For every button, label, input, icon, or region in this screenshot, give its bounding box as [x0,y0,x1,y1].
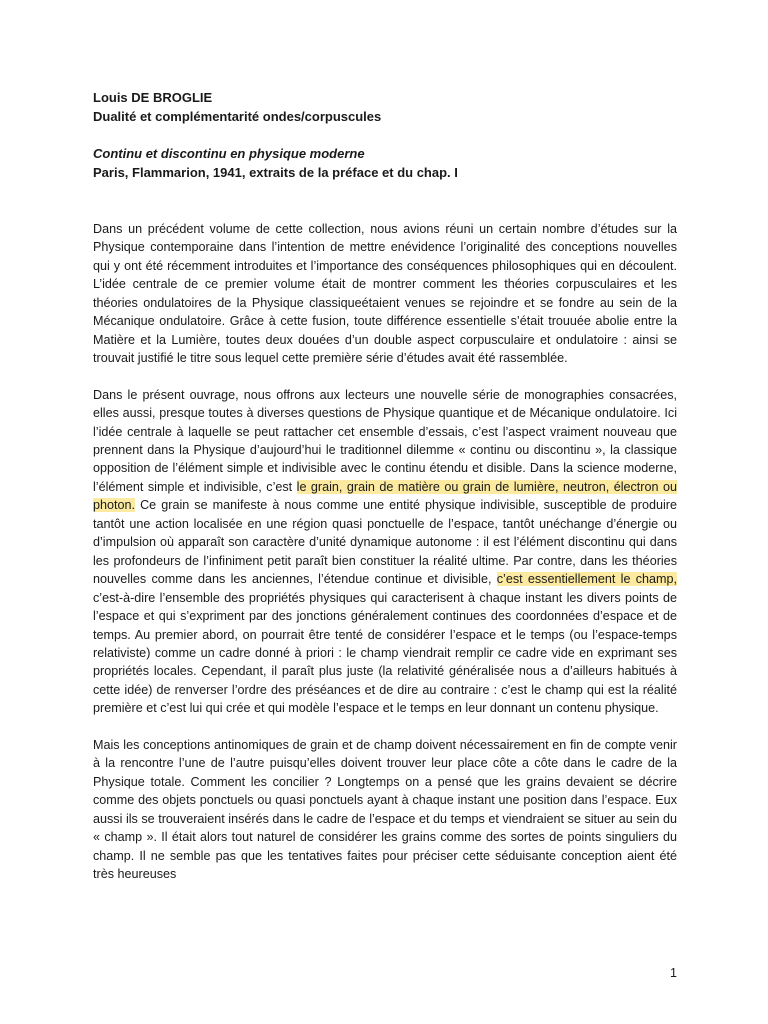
paragraph-2-part-3: c’est-à-dire l’ensemble des propriétés physiques qui caracterisent à chaque instant les divers points de l’espace et qui s’expriment par des jonctions généralement continues des coordonnées d’espace et de temps. Au premier abord, on pourrait être tenté de considérer l’espace et le temps (ou l’espace-temps relativiste) comme un cadre donné à priori : le champ viendrait remplir ce cadre vide en exprimant ses propriétés locales. Cependant, il paraît plus juste (la relativité généralisée nous a d’ailleurs habitués à cette idée) de renverser l’ordre des préséances et de dire au contraire : c’est le champ qui est la réalité première et c’est lui qui crée et qui modèle l’espace et le temps en leur donnant un contenu physique. [93,590,677,716]
paragraph-2-part-2: Ce grain se manifeste à nous comme une entité physique indivisible, susceptible de produire tantôt une action localisée en une région quasi ponctuelle de l’espace, tantôt unéchange d’énergie ou d’impulsion où apparaît son caractère d’unité dynamique autonome : il est l’élément discontinu qui dans les profondeurs de l’infiniment petit paraît bien constituer la réalité ultime. Par contre, dans les théories nouvelles comme dans les anciennes, l’étendue continue et divisible, [93,498,677,587]
page-number: 1 [670,966,677,980]
highlight-champ: c’est essentiellement le champ, [496,572,678,587]
book-title: Continu et discontinu en physique moderne [93,146,365,161]
highlight-grain: le grain, grain de matière ou grain de lumière, neutron, électron ou photon. [93,479,677,513]
paragraph-2 [93,386,677,718]
paragraph-3: Mais les conceptions antinomiques de grain et de champ doivent nécessairement en fin de compte venir à la rencontre l’une de l’autre puisqu’elles doivent trouver leur place côte a côte dans le cadre de la Physique totale. Comment les concilier ? Longtemps on a pensé que les grains devaient se décrire comme des objets ponctuels ou quasi ponctuels ayant à chaque instant une position dans l’espace. Eux aussi ils se trouveraient insérés dans le cadre de l’espace et du temps et viendraient se situer au sein du « champ ». Il était alors tout naturel de considérer les grains comme des sortes de points singuliers du champ. Il ne semble pas que les tentatives faites pour préciser cette séduisante conception aient été très heureuses [93,737,677,881]
subject-title: Dualité et complémentarité ondes/corpuscules [93,109,382,124]
page-content [93,88,677,883]
header-block-source [93,144,677,182]
paragraph-1: Dans un précédent volume de cette collection, nous avions réuni un certain nombre d’études sur la Physique contemporaine dans l’intention de mettre enévidence l’originalité des conceptions nouvelles qui y ont été récemment introduites et l’importance des conséquences philosophiques qui en découlent. L’idée centrale de ce premier volume était de montrer comment les théories corpusculaires et les théories ondulatoires de la Physique classiqueétaient venues se rejoindre et se fondre au sein de la Mécanique ondulatoire. Grâce à cette fusion, toute différence essentielle s’était trouuée abolie entre la Matière et la Lumière, toutes deux douées d’un double aspect corpusculaire et ondulatoire : ainsi se trouvait justifié le titre sous lequel cette première série d’études avait été rassemblée. [93,222,677,366]
author-name: Louis DE BROGLIE [93,90,213,105]
header-block-author [93,88,677,126]
publication-info: Paris, Flammarion, 1941, extraits de la préface et du chap. I [93,165,458,180]
paragraph-2-part-1: Dans le présent ouvrage, nous offrons aux lecteurs une nouvelle série de monographies consacrées, elles aussi, presque toutes à diverses questions de Physique quantique et de Mécanique ondulatoire. Ici l’idée centrale à laquelle se peut rattacher cet ensemble d’essais, c’est l’aspect vraiment nouveau que prennent dans la Physique d’aujourd’hui le traditionnel dilemme « continu ou discontinu », la classique opposition de l’élément simple et indivisible avec le continu étendu et disible. Dans la science moderne, l’élément simple et indivisible, c’est [93,387,677,494]
